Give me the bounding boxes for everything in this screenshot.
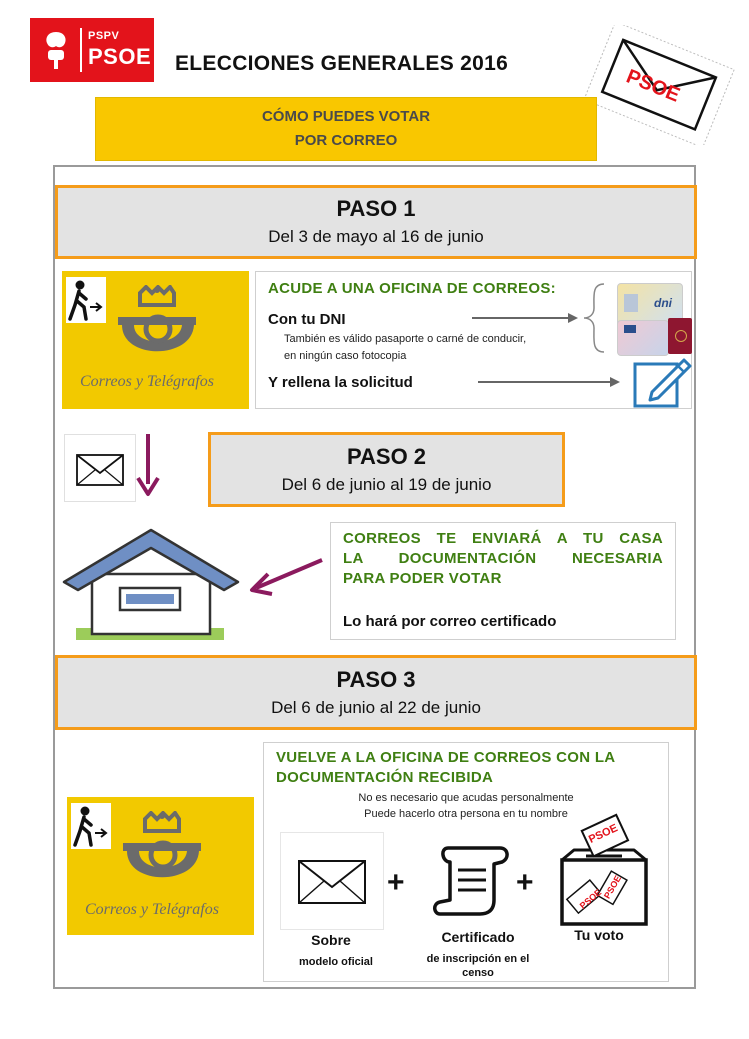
correos-logo-card-2 [67,797,254,935]
psoe-envelope-stamp [585,25,735,145]
paso-2-header [208,432,565,507]
house-icon [62,524,240,642]
item-sobre-sub: modelo oficial [299,956,373,968]
arrow-right-icon [476,374,622,390]
driving-license-icon [617,320,669,356]
paso-1-form: Y rellena la solicitud [268,374,413,391]
item-voto-label: Tu voto [574,927,624,943]
paso-3-title: PASO 3 [336,666,416,692]
logo-psoe-text: PSOE [88,44,152,69]
stamp-psoe-text: PSOE [623,65,683,107]
passport-icon [668,318,692,354]
paso-2-line-2: LA DOCUMENTACIÓN NECESARIA [343,550,663,567]
walking-person-icon [66,277,106,323]
photo-placeholder [624,294,638,312]
arrow-right-icon [470,310,580,326]
subtitle-box [95,97,597,161]
plus-sign-2: + [516,866,534,899]
paso-3-heading-1: VUELVE A LA OFICINA DE CORREOS CON LA [276,749,616,766]
paso-2-certified: Lo hará por correo certificado [343,613,557,630]
ballot-psoe-text: PSOE [577,887,604,911]
paso-3-date: Del 6 de junio al 22 de junio [271,697,481,717]
paso-3-heading-2: DOCUMENTACIÓN RECIBIDA [276,769,494,786]
envelope-icon [281,833,383,929]
paso-2-title: PASO 2 [346,443,427,469]
envelope-icon [65,435,135,501]
correos-label-1: Correos y Telégrafos [80,373,214,390]
page-title: ELECCIONES GENERALES 2016 [175,52,509,75]
rose-fist-icon [38,28,74,72]
scroll-certificate-icon [430,840,516,920]
arrow-down-icon [136,432,160,500]
logo-divider [80,28,82,72]
paso-1-date: Del 3 de mayo al 16 de junio [268,227,484,246]
subtitle-line-2: POR CORREO [294,132,398,149]
eu-flag [624,325,636,333]
crown-horn-icon [112,285,202,375]
item-certificado-sub-2: censo [462,967,494,979]
paso-1-dni: Con tu DNI [268,311,346,328]
paso-1-note-2: en ningún caso fotocopia [284,350,407,362]
arrow-left-icon [246,556,326,596]
correos-logo-card-1 [62,271,249,409]
item-certificado-sub-1: de inscripción en el [426,953,530,965]
ballot-psoe-text: PSOE [586,822,620,846]
paso-2-line-3: PARA PODER VOTAR [343,570,502,587]
logo-pspv-text: PSPV [88,30,120,42]
paso-2-line-1: CORREOS TE ENVIARÁ A TU CASA [343,530,663,547]
psoe-logo [30,18,154,82]
paso-1-heading: ACUDE A UNA OFICINA DE CORREOS: [268,280,556,297]
plus-sign-1: + [387,866,405,899]
paso-1-header [55,185,697,259]
paso-3-note-1: No es necesario que acudas personalmente [358,792,574,804]
curly-brace-icon [582,282,606,354]
paso-3-note-2: Puede hacerlo otra persona en tu nombre [364,808,568,820]
paso-1-title: PASO 1 [336,196,416,221]
correos-label-2: Correos y Telégrafos [85,901,219,918]
dni-card-text: dni [654,296,672,310]
paso-1-note-1: También es válido pasaporte o carné de conducir, [284,333,527,345]
paso-2-date: Del 6 de junio al 19 de junio [281,474,492,494]
walking-person-icon [71,803,111,849]
passport-seal [675,330,687,342]
sobre-card [280,832,384,930]
paso-3-header [55,655,697,730]
envelope-card [64,434,136,502]
item-sobre-label: Sobre [311,932,351,948]
item-certificado-label: Certificado [441,929,515,945]
edit-form-icon [632,356,692,410]
ballot-psoe-text: PSOE [601,873,624,901]
subtitle-line-1: CÓMO PUEDES VOTAR [261,108,431,125]
crown-horn-icon [117,811,207,901]
